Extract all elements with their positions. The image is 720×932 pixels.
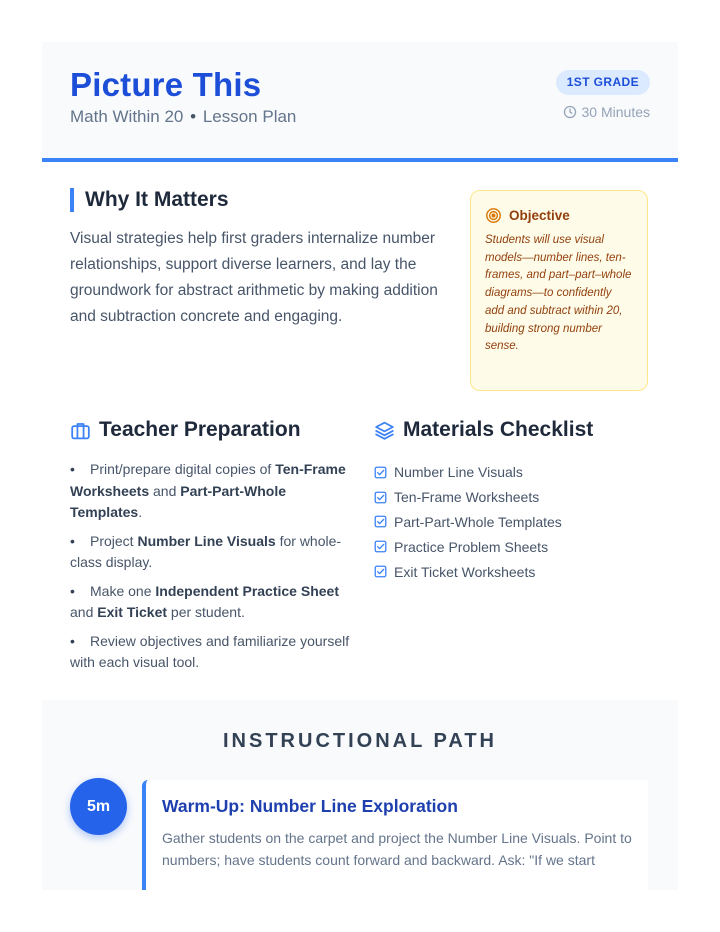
checkbox-icon[interactable] — [374, 565, 387, 578]
materials-title: Materials Checklist — [403, 418, 594, 441]
header — [42, 42, 678, 162]
item-text: Print/prepare digital copies of — [90, 461, 276, 477]
step-time-badge: 5m — [70, 778, 127, 835]
layers-icon — [374, 420, 395, 441]
grade-badge: 1ST GRADE — [556, 70, 650, 95]
step-card — [142, 780, 648, 890]
list-item — [70, 459, 350, 524]
checklist-label: Part-Part-Whole Templates — [394, 513, 562, 530]
item-text: and — [70, 604, 98, 620]
item-emphasis: Exit Ticket — [97, 604, 168, 620]
checklist-item[interactable] — [374, 510, 562, 535]
checklist-item[interactable] — [374, 534, 562, 559]
subtitle-separator: • — [190, 107, 197, 126]
checklist-item[interactable] — [374, 559, 562, 584]
target-icon — [485, 207, 502, 224]
checkbox-icon[interactable] — [374, 515, 387, 528]
objective-title: Objective — [509, 208, 570, 223]
item-text: and — [149, 482, 181, 499]
objective-card — [470, 190, 648, 391]
page-title: Picture This — [70, 66, 262, 103]
list-item — [70, 531, 350, 574]
bullet: • — [70, 461, 75, 477]
preparation-heading — [70, 418, 301, 442]
bullet: • — [70, 582, 75, 599]
checkbox-icon[interactable] — [374, 466, 387, 479]
checklist-label: Exit Ticket Worksheets — [394, 563, 536, 580]
checklist-item[interactable] — [374, 460, 562, 485]
objective-text: Students will use visual models—number lines, ten-frames, and part–part–whole diagrams—to confidently add and subtract within 20, building strong number sense. — [485, 234, 632, 353]
page-subtitle — [70, 107, 296, 127]
item-text: Review objectives and familiarize yourself with each visual tool. — [70, 632, 350, 670]
objective-header — [485, 207, 633, 224]
subtitle-subject: Math Within 20 — [70, 107, 184, 126]
path-heading: INSTRUCTIONAL PATH — [223, 730, 497, 752]
why-text: Visual strategies help first graders internalize number relationships, support diverse learners, and lay the groundwork for abstract arithmetic by making addition and subtraction concrete and engaging. — [70, 230, 438, 325]
materials-heading — [374, 418, 593, 442]
checkbox-icon[interactable] — [374, 540, 387, 553]
item-emphasis: Independent Practice Sheet — [155, 582, 339, 599]
checklist-item[interactable] — [374, 485, 562, 510]
preparation-title: Teacher Preparation — [99, 418, 301, 441]
duration — [563, 104, 650, 120]
item-emphasis: Ten-Frame Worksheets — [70, 461, 346, 499]
duration-label: 30 Minutes — [581, 104, 650, 120]
checklist-label: Number Line Visuals — [394, 464, 523, 481]
step-text: Gather students on the carpet and project the Number Line Visuals. Point to numbers; have students count forward and backward. Ask: "If we start — [162, 830, 632, 868]
preparation-list — [70, 459, 350, 681]
bullet: • — [70, 632, 75, 649]
step-title: Warm-Up: Number Line Exploration — [162, 796, 458, 816]
item-emphasis: Number Line Visuals — [137, 532, 276, 549]
why-heading: Why It Matters — [70, 188, 229, 212]
clock-icon — [563, 105, 577, 119]
briefcase-icon — [70, 420, 91, 441]
materials-list — [374, 460, 562, 584]
item-text: . — [138, 504, 143, 520]
subtitle-type: Lesson Plan — [202, 107, 297, 126]
instructional-path — [42, 700, 678, 890]
checkbox-icon[interactable] — [374, 491, 387, 504]
checklist-label: Ten-Frame Worksheets — [394, 489, 540, 506]
item-emphasis: Part-Part-Whole Templates — [70, 482, 287, 520]
item-text: Make one — [90, 582, 156, 599]
item-text: Project — [90, 532, 138, 549]
item-text: per student. — [167, 604, 245, 620]
lesson-plan-page — [42, 42, 678, 890]
item-text: for whole-class display. — [70, 532, 342, 570]
list-item — [70, 581, 350, 624]
bullet: • — [70, 532, 75, 549]
checklist-label: Practice Problem Sheets — [394, 538, 549, 555]
list-item — [70, 631, 350, 674]
